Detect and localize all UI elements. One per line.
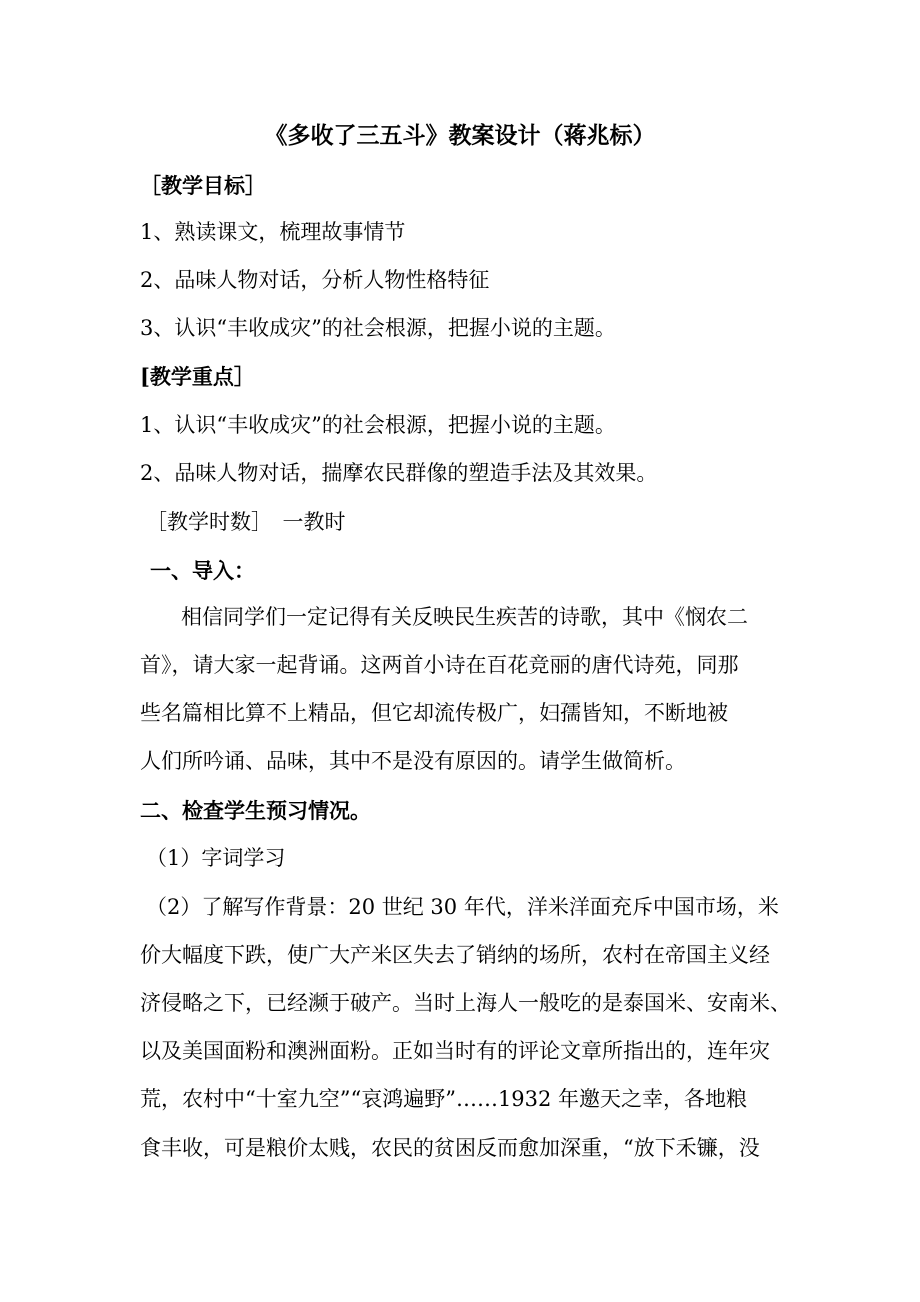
paragraph-line: 价大幅度下跌，使广大产米区失去了销纳的场所，农村在帝国主义经	[140, 943, 770, 967]
objectives-heading: ［教学目标］	[140, 173, 266, 198]
objective-item: 3、认识“丰收成灾”的社会根源，把握小说的主题。	[140, 316, 616, 340]
document-title: 《多收了三五斗》教案设计（蒋兆标）	[264, 122, 656, 149]
key-point-item: 1、认识“丰收成灾”的社会根源，把握小说的主题。	[140, 413, 616, 437]
paragraph-line: 些名篇相比算不上精品，但它却流传极广，妇孺皆知，不断地被	[140, 701, 728, 725]
paragraph-line: 首》，请大家一起背诵。这两首小诗在百花竞丽的唐代诗苑，同那	[140, 653, 739, 677]
paragraph-line: 荒，农村中“十室九空”“哀鸿遍野”……1932 年邀天之幸，各地粮	[140, 1087, 748, 1111]
key-points-heading: [教学重点］	[140, 364, 255, 389]
preview-item: （1）字词学习	[146, 846, 286, 870]
paragraph-line: 以及美国面粉和澳洲面粉。正如当时有的评论文章所指出的，连年灾	[140, 1039, 770, 1063]
paragraph-line: 人们所吟诵、品味，其中不是没有原因的。请学生做简析。	[140, 749, 686, 773]
paragraph-line: 济侵略之下，已经濒于破产。当时上海人一般吃的是泰国米、安南米、	[140, 991, 791, 1015]
paragraph-line: 食丰收，可是粮价太贱，农民的贫困反而愈加深重，“放下禾镰，没	[140, 1136, 760, 1160]
paragraph-line: （2）了解写作背景：20 世纪 30 年代，洋米洋面充斥中国市场，米	[146, 895, 779, 919]
paragraph-line: 相信同学们一定记得有关反映民生疾苦的诗歌，其中《悯农二	[181, 605, 748, 629]
section-heading-preview: 二、检查学生预习情况。	[140, 798, 371, 823]
key-point-item: 2、品味人物对话，揣摩农民群像的塑造手法及其效果。	[140, 461, 658, 485]
class-hours: ［教学时数］ 一教时	[146, 510, 346, 534]
section-heading-intro: 一、导入：	[150, 558, 255, 583]
objective-item: 2、品味人物对话，分析人物性格特征	[140, 268, 490, 292]
objective-item: 1、熟读课文，梳理故事情节	[140, 220, 406, 244]
